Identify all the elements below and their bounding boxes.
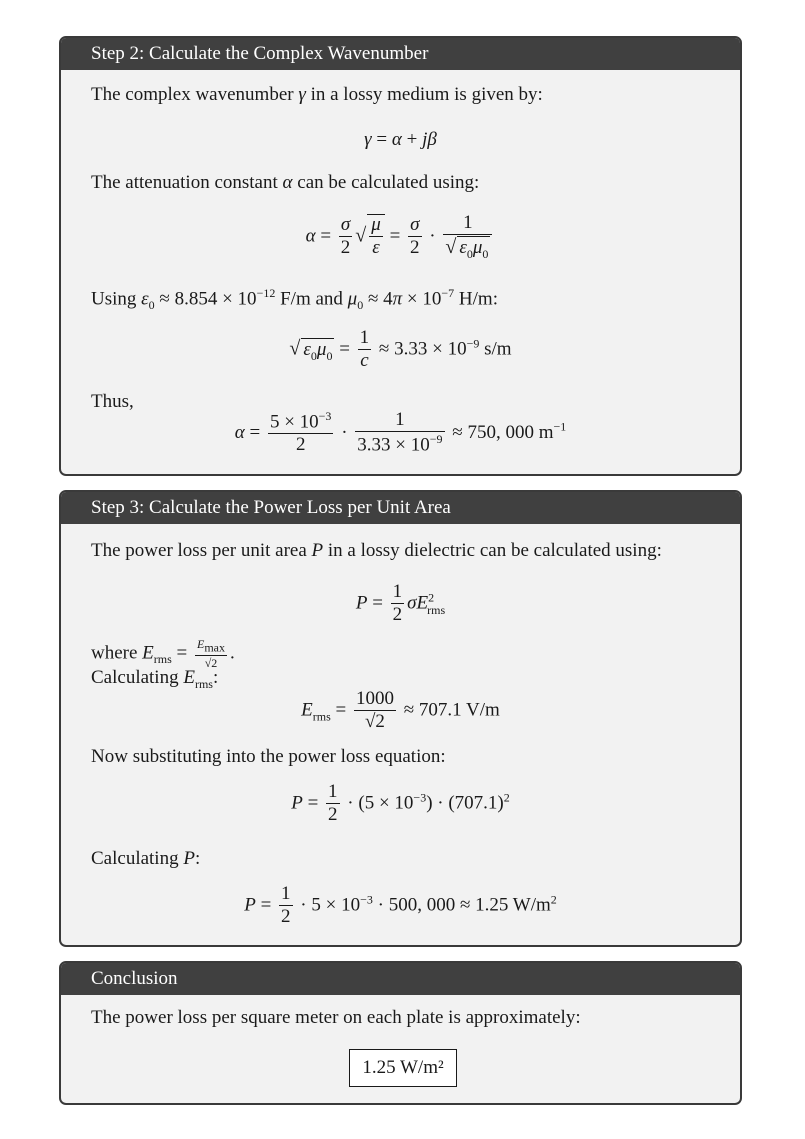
- answer-box: 1.25 W/m²: [349, 1049, 457, 1087]
- step2-box: [59, 36, 742, 476]
- eq-alpha: α = $\frac{\sigma}{2}$ √ $\frac{\mu}{\varepsilon}$ = $\frac{\sigma}{2}$ · $\frac{1}{√ \varepsilon_0\mu_0}$: [61, 213, 740, 261]
- eq-gamma: γ = α + jβ: [364, 129, 437, 150]
- step3-box: [59, 490, 742, 947]
- eq-sqrt-eps-mu: √ $\varepsilon_0\mu_0$ = $\frac{1}{c}$ ≈ $3.33 \times 10^{-9}$ s/m: [289, 327, 512, 371]
- conclusion-title: Conclusion: [61, 963, 740, 995]
- step2-intro: The complex wavenumber γ in a lossy medium is given by:: [91, 84, 543, 105]
- eq-p-result: P = $\frac{1}{2}$ · $5 \times 10^{-3} \cdot 500$, 000 ≈ 1.25 $W/m^2$: [244, 883, 557, 927]
- step2-thus: Thus,: [91, 391, 134, 412]
- conclusion-box: [59, 961, 742, 1105]
- eq-alpha-final: α = $\frac{5 \times 10^{-3}}{2}$ · $\frac{1}{3.33 \times 10^{-9}}$ ≈ 750, 000 $m^{-1}$: [234, 409, 567, 456]
- eq-p-substituted: P = $\frac{1}{2}$ · $(5 \times 10^{-3}) \cdot (707.1)^2$: [291, 781, 510, 825]
- step3-intro: The power loss per unit area P in a lossy dielectric can be calculated using:: [91, 540, 662, 561]
- step3-title: Step 3: Calculate the Power Loss per Unit Area: [61, 492, 740, 524]
- eq-erms: $E_{rms}$ = $\frac{1000}{√2}$ ≈ 707.1 V/m: [301, 688, 500, 732]
- step2-title: Step 2: Calculate the Complex Wavenumber: [61, 38, 740, 70]
- step3-calc-erms: Calculating $E_{rms}$:: [91, 667, 219, 691]
- conclusion-text: The power loss per square meter on each plate is approximately:: [91, 1007, 581, 1028]
- step2-atten-text: The attenuation constant α can be calculated using:: [91, 172, 480, 193]
- step3-substituting: Now substituting into the power loss equation:: [91, 746, 446, 767]
- step3-where: where $E_{rms}$ = $\frac{E_{max}}{√2}$ .: [91, 637, 235, 670]
- eq-p-formula: P = $\frac{1}{2}$ $\sigma E^2_{rms}$: [355, 581, 446, 625]
- step3-calc-p: Calculating P:: [91, 848, 201, 869]
- step2-using-text: Using $\varepsilon_0 \approx 8.854 \times 10^{-12}$ F/m and $\mu_0 \approx 4\pi \times 10^{-7}$ H/m:: [91, 286, 498, 313]
